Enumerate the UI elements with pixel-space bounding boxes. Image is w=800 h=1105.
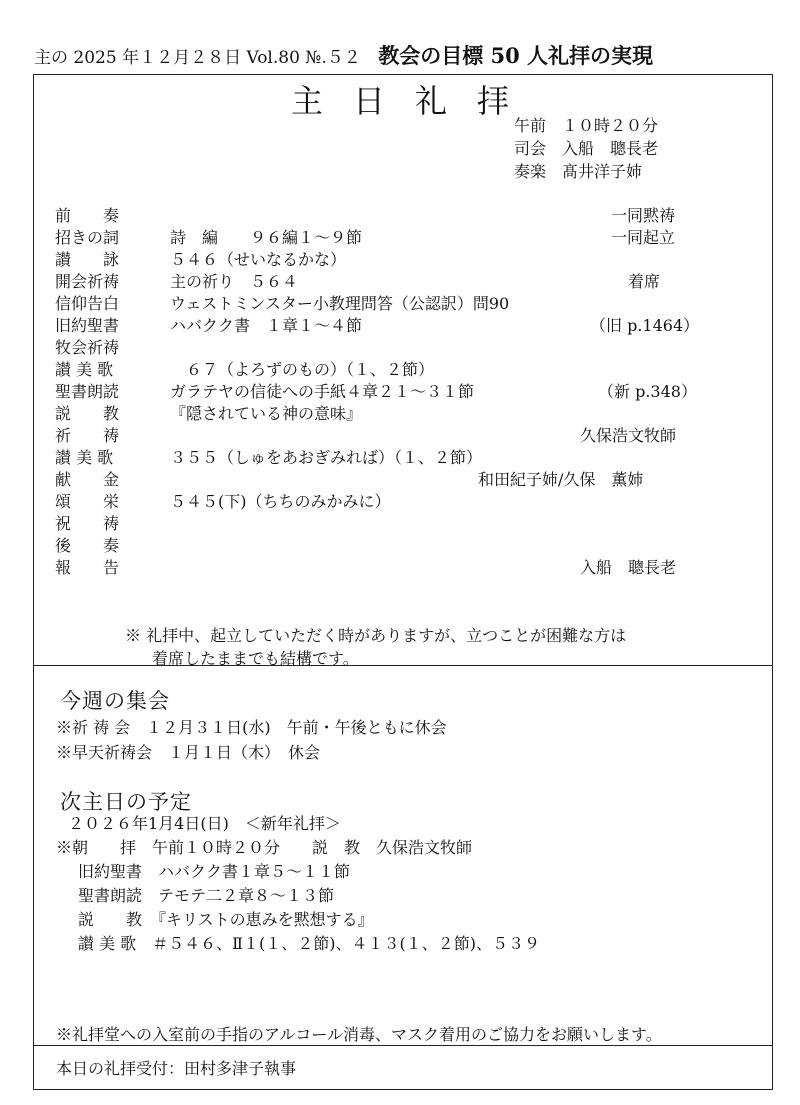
order-content: ガラテヤの信徒への手紙４章２１～３１節: [170, 382, 475, 401]
order-content: ウェストミンスター小教理問答（公認訳）問90: [170, 294, 510, 313]
section-divider: [33, 665, 773, 666]
order-label: 聖書朗読: [55, 382, 120, 401]
order-content: 主の祈り ５６４: [170, 272, 299, 291]
next-sunday-title: 次主日の予定: [60, 790, 192, 814]
order-content: 詩 編 ９６編１～９節: [170, 228, 363, 247]
order-label: 讃 美 歌: [55, 448, 114, 467]
standing-note-cont: 着席したままでも結構です。: [152, 649, 359, 668]
order-label: 頌 栄: [55, 492, 120, 511]
order-note: 着席: [628, 272, 661, 291]
order-label: 祈 祷: [55, 426, 120, 445]
worship-title: 主日礼拝: [290, 82, 539, 120]
order-label: 後 奏: [55, 536, 120, 555]
standing-note: ※ 礼拝中、起立していただく時がありますが、立つことが困難な方は: [125, 626, 627, 645]
organist: 奏楽 髙井洋子姉: [514, 162, 643, 181]
order-label: 開会祈祷: [55, 272, 120, 291]
order-note: （新 p.348）: [598, 382, 697, 401]
meetings-title: 今週の集会: [60, 689, 170, 713]
meeting-item: ※祈 祷 会 １２月３１日(水) 午前・午後ともに休会: [56, 718, 447, 737]
order-label: 牧会祈祷: [55, 338, 120, 357]
order-note: （旧 p.1464）: [590, 316, 700, 335]
order-label: 讃 詠: [55, 250, 120, 269]
order-label: 説 教: [55, 404, 120, 423]
presider: 司会 入船 聰長老: [514, 139, 659, 158]
meeting-item: ※早天祈祷会 １月１日（木） 休会: [56, 743, 321, 762]
next-worship: ※朝 拝 午前１０時２０分 説 教 久保浩文牧師: [56, 838, 473, 857]
order-label: 前 奏: [55, 206, 120, 225]
church-goal: 教会の目標 50 人礼拝の実現: [378, 43, 654, 68]
next-ot: 旧約聖書 ハバクク書１章５～１１節: [78, 862, 351, 881]
order-label: 祝 祷: [55, 514, 120, 533]
order-content: ３５５（しゅをあおぎみれば）（１、２節）: [170, 448, 483, 467]
order-content: ５４６（せいなるかな）: [170, 250, 347, 269]
next-hymns: 讃 美 歌 ＃５４６、Ⅱ１(１、２節)、４１３(１、２節)、５３９: [78, 934, 541, 953]
order-content: ５４５(下)（ちちのみかみに）: [170, 492, 391, 511]
order-note: 一同起立: [611, 228, 676, 247]
reception-info: 本日の礼拝受付：田村多津子執事: [56, 1059, 297, 1078]
order-label: 招きの詞: [55, 228, 120, 247]
order-label: 献 金: [55, 470, 120, 489]
bulletin-header: [34, 40, 653, 70]
order-label: 報 告: [55, 558, 120, 577]
order-content: ハバクク書 １章１～４節: [170, 316, 363, 335]
order-content: 『隠されている神の意味』: [170, 404, 363, 423]
order-note: 久保浩文牧師: [580, 426, 677, 445]
order-note: 一同黙祷: [611, 206, 676, 225]
issue-info: 主の 2025 年１２月２８日 Vol.80 №.５２: [34, 48, 361, 68]
order-content: ６７（よろずのもの）（１、２節）: [170, 360, 435, 379]
hygiene-notice: ※礼拝堂への入室前の手指のアルコール消毒、マスク着用のご協力をお願いします。: [56, 1025, 662, 1044]
order-note: 和田紀子姉/久保 薫姉: [478, 470, 644, 489]
next-sermon: 説 教 『キリストの恵みを黙想する』: [78, 910, 374, 929]
order-label: 旧約聖書: [55, 316, 120, 335]
next-reading: 聖書朗読 テモテ二２章８～１３節: [78, 886, 335, 905]
order-label: 讃 美 歌: [55, 360, 114, 379]
order-note: 入船 聰長老: [580, 558, 677, 577]
order-label: 信仰告白: [55, 294, 120, 313]
next-sunday-date: ２０２６年1月4日(日) ＜新年礼拝＞: [68, 814, 341, 833]
worship-time: 午前 １０時２０分: [514, 116, 659, 135]
footer-divider: [33, 1045, 773, 1046]
